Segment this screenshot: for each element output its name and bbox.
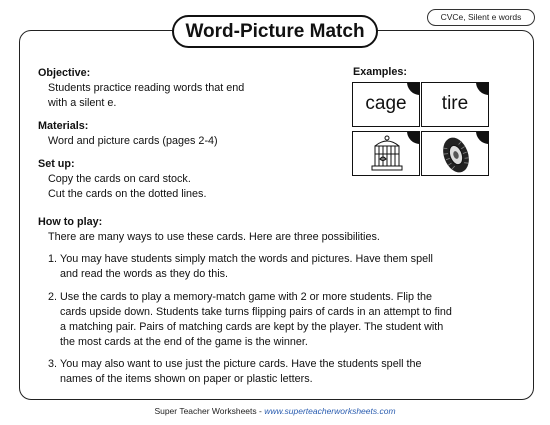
examples-heading: Examples: [353, 66, 408, 78]
step-line: You may have students simply match the words and pictures. Have them spell [60, 253, 433, 265]
word-card-text: tire [441, 93, 469, 114]
objective-section [38, 66, 244, 111]
materials-heading: Materials: [38, 120, 89, 132]
step-number: 1. [48, 253, 58, 265]
setup-line: Copy the cards on card stock. [48, 173, 191, 185]
step-line: the most cards at the end of the game is the winner. [60, 336, 308, 348]
step-line: Use the cards to play a memory-match game with 2 or more students. Flip the [60, 291, 433, 303]
footer [0, 406, 550, 416]
step-number: 3. [48, 358, 58, 370]
footer-url-link[interactable]: www.superteacherworksheets.com [264, 406, 396, 416]
step-2 [48, 290, 518, 350]
page-title: Word-Picture Match [172, 15, 378, 48]
picture-card-cage [352, 131, 420, 176]
how-to-play-intro: There are many ways to use these cards. Here are three possibilities. [48, 231, 380, 243]
how-to-play-section [38, 215, 380, 245]
step-line: cards upside down. Students take turns flipping pairs of cards in an attempt to find [60, 306, 452, 318]
step-1 [48, 252, 518, 282]
objective-line: Students practice reading words that end [48, 82, 245, 94]
materials-section [38, 119, 218, 149]
step-line: You may also want to use just the picture cards. Have the students spell the [60, 358, 422, 370]
step-number: 2. [48, 291, 58, 303]
picture-card-tire [421, 131, 489, 176]
word-card-cage [352, 82, 420, 127]
objective-line: with a silent e. [48, 97, 117, 109]
objective-heading: Objective: [38, 67, 91, 79]
footer-brand: Super Teacher Worksheets - [154, 406, 265, 416]
step-3 [48, 357, 518, 387]
setup-heading: Set up: [38, 158, 75, 170]
materials-line: Word and picture cards (pages 2-4) [48, 135, 218, 147]
step-line: a matching pair. Pairs of matching cards are kept by the player. The student with [60, 321, 444, 333]
topic-tag: CVCe, Silent e words [427, 9, 535, 26]
setup-line: Cut the cards on the dotted lines. [48, 188, 207, 200]
how-to-play-heading: How to play: [38, 216, 103, 228]
step-line: names of the items shown on paper or plastic letters. [60, 373, 313, 385]
step-line: and read the words as they do this. [60, 268, 229, 280]
setup-section [38, 157, 206, 202]
word-card-tire [421, 82, 489, 127]
word-card-text: cage [365, 93, 407, 114]
